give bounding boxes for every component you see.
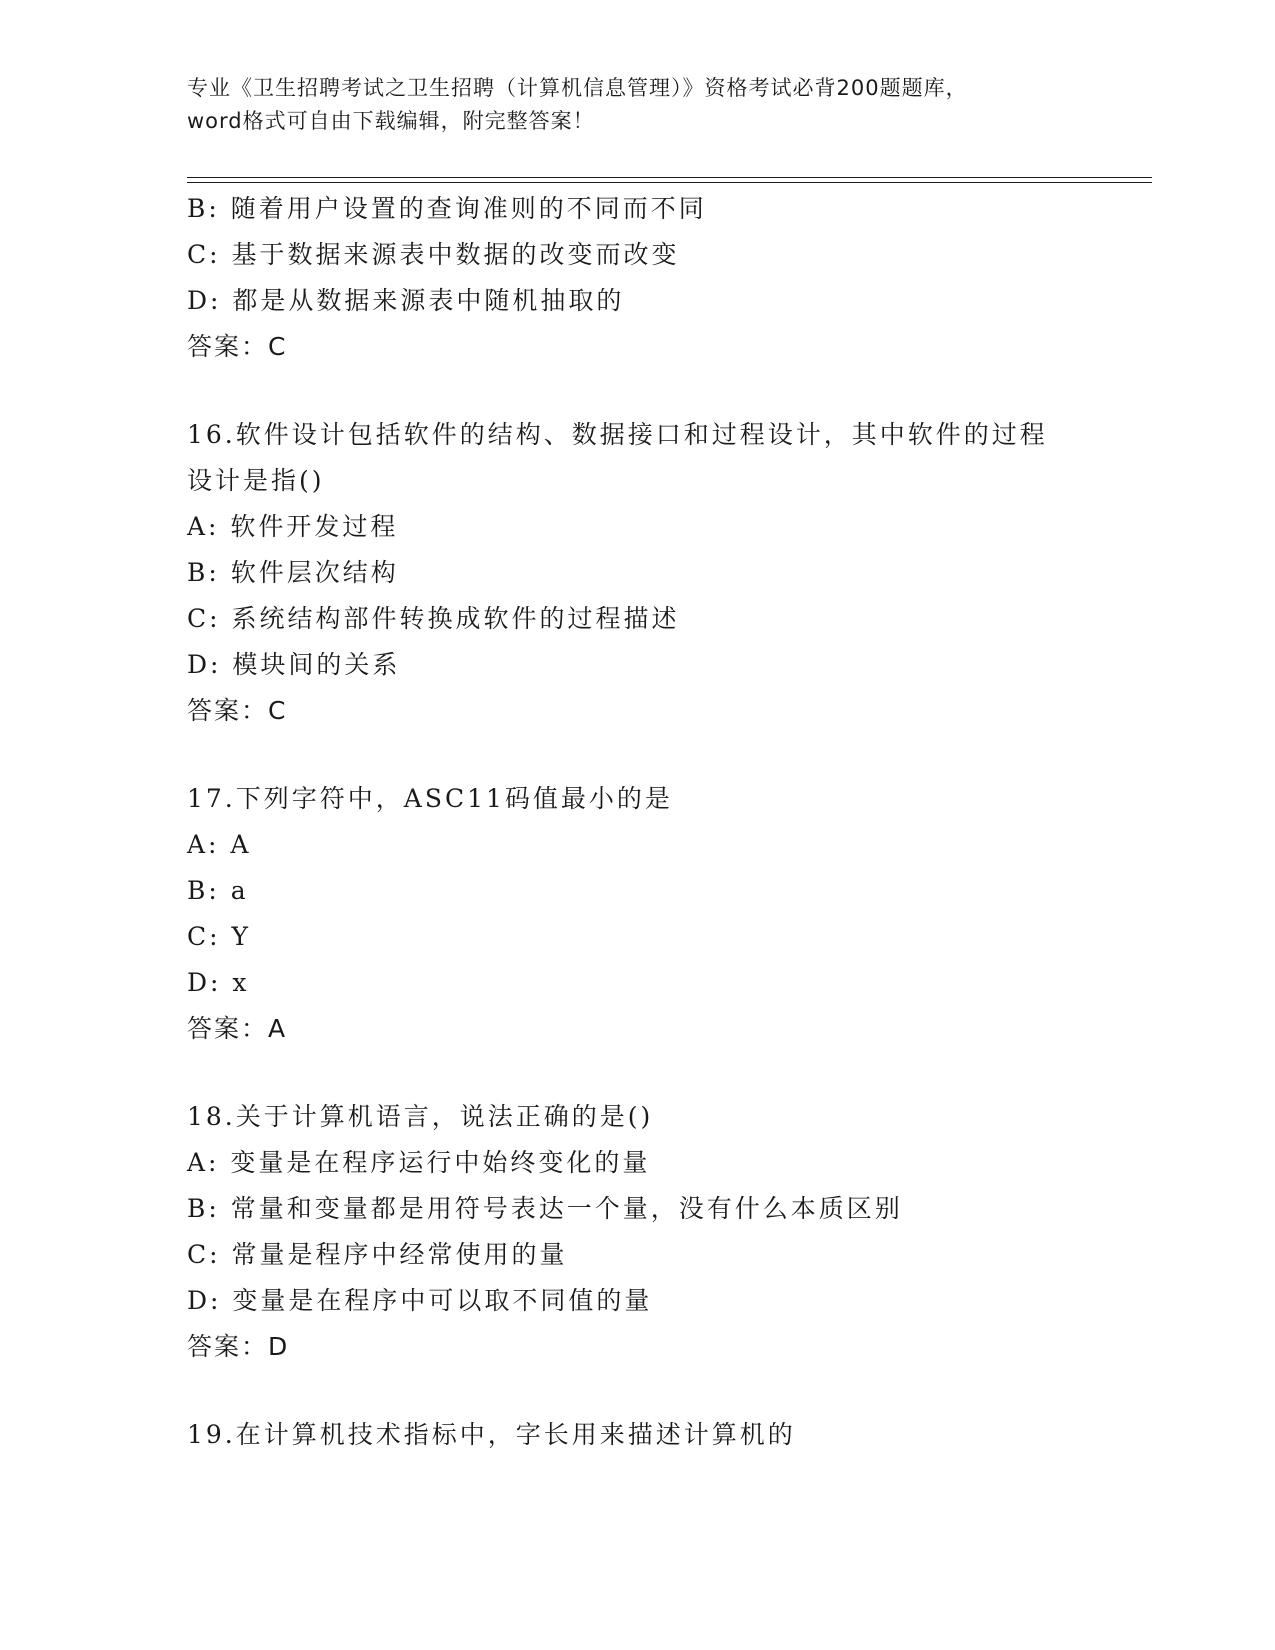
option-b: B: 随着用户设置的查询准则的不同而不同 (187, 194, 707, 223)
document-header (187, 72, 1087, 138)
question-stem: 19.在计算机技术指标中，字长用来描述计算机的 (187, 1420, 796, 1449)
question-15 (187, 186, 1127, 370)
question-18 (187, 1094, 1127, 1370)
option-a: A: 变量是在程序运行中始终变化的量 (187, 1148, 651, 1177)
header-line-2: word格式可自由下载编辑，附完整答案！ (187, 109, 595, 133)
option-c: C: 基于数据来源表中数据的改变而改变 (187, 240, 680, 269)
option-b: B: 软件层次结构 (187, 558, 399, 587)
question-stem: 18.关于计算机语言，说法正确的是() (187, 1102, 654, 1131)
option-d: D: 模块间的关系 (187, 650, 401, 679)
option-b: B: a (187, 876, 249, 905)
option-c: C: 系统结构部件转换成软件的过程描述 (187, 604, 680, 633)
option-d: D: 都是从数据来源表中随机抽取的 (187, 286, 625, 315)
header-line-1: 专业《卫生招聘考试之卫生招聘（计算机信息管理）》资格考试必背200题题库， (187, 76, 968, 100)
answer: 答案：D (187, 1332, 290, 1361)
answer: 答案：C (187, 696, 288, 725)
question-19 (187, 1412, 1127, 1458)
option-c: C: Y (187, 922, 252, 951)
option-b: B: 常量和变量都是用符号表达一个量，没有什么本质区别 (187, 1194, 903, 1223)
answer: 答案：C (187, 332, 288, 361)
option-a: A: 软件开发过程 (187, 512, 399, 541)
option-d: D: 变量是在程序中可以取不同值的量 (187, 1286, 653, 1315)
header-divider-bottom (187, 182, 1152, 183)
option-c: C: 常量是程序中经常使用的量 (187, 1240, 568, 1269)
question-16 (187, 412, 1127, 734)
option-d: D: x (187, 968, 250, 997)
question-list (187, 186, 1127, 1458)
question-stem-continued: 设计是指() (187, 466, 325, 495)
option-a: A: A (187, 830, 252, 859)
question-stem: 16.软件设计包括软件的结构、数据接口和过程设计，其中软件的过程 (187, 420, 1048, 449)
question-stem: 17.下列字符中，ASC11码值最小的是 (187, 784, 673, 813)
question-17 (187, 776, 1127, 1052)
answer: 答案：A (187, 1014, 288, 1043)
header-divider-top (187, 177, 1152, 178)
